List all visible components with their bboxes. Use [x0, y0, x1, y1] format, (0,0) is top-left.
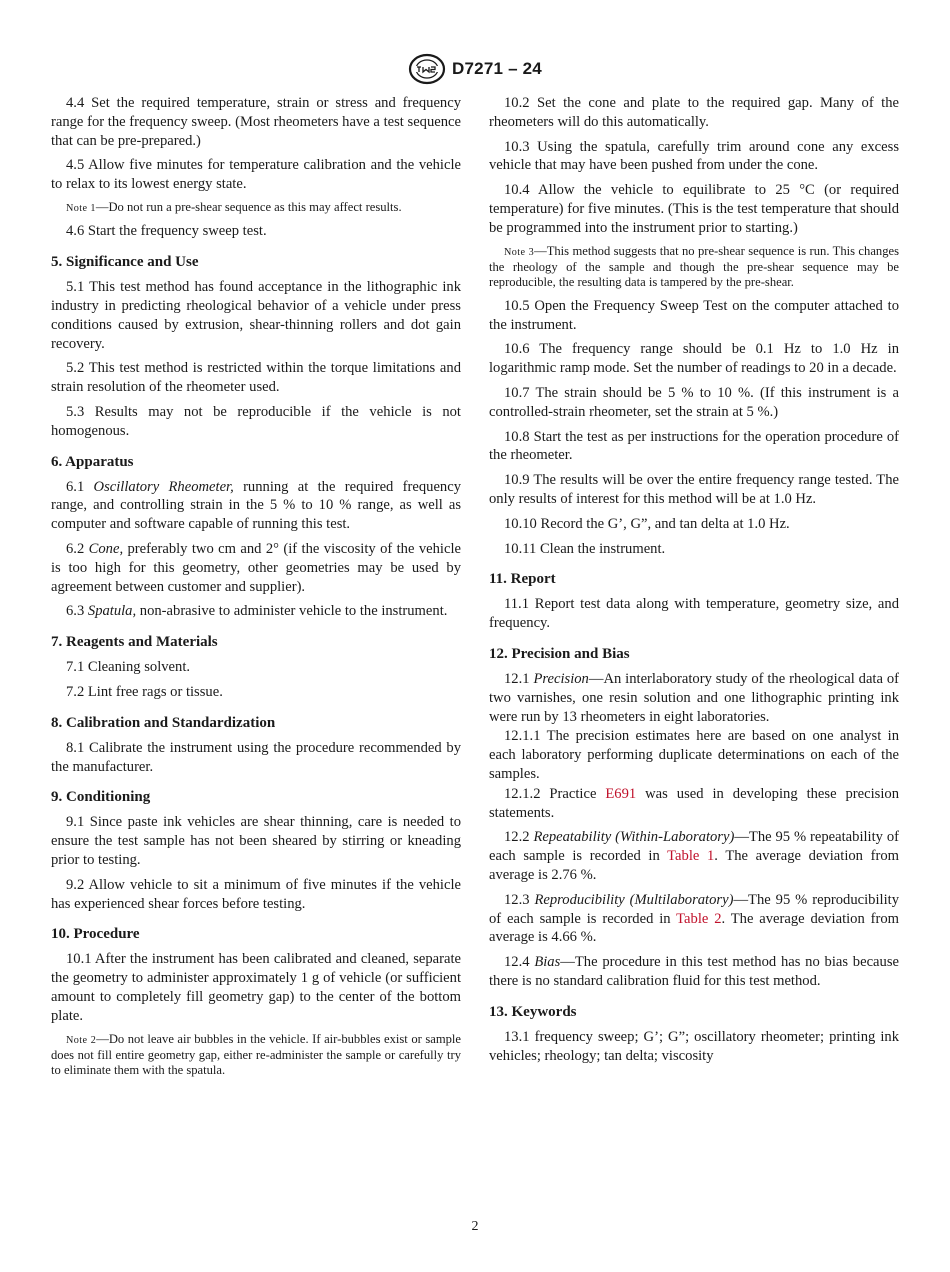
note-text: —Do not leave air bubbles in the vehicle. If air-bubbles exist or sample does not fill entire geometry gap, either re-administer the sample or carefully try to eliminate them with the spatula.	[51, 1031, 462, 1078]
paragraph-10-10: 10.10 Record the G’, G”, and tan delta at 1.0 Hz.	[504, 515, 790, 532]
paragraph-5-2: 5.2 This test method is restricted within the torque limitations and strain resolution of the rheometer used.	[51, 360, 461, 396]
paragraph-text: non-abrasive to administer vehicle to the instrument.	[136, 603, 448, 620]
section-heading-12: 12. Precision and Bias	[489, 645, 630, 662]
paragraph-text: . The average deviation from average is 4.66 %.	[489, 910, 899, 946]
astm-logo-icon	[408, 53, 446, 85]
paragraph-number: 12.1	[504, 670, 534, 687]
page-number: 2	[471, 1219, 479, 1234]
paragraph-9-2: 9.2 Allow vehicle to sit a minimum of five minutes if the vehicle has experienced shear forces before testing.	[51, 876, 461, 912]
paragraph-12-1-2	[489, 785, 899, 823]
paragraph-10-11: 10.11 Clean the instrument.	[504, 540, 666, 557]
paragraph-text: —The 95 % repeatability of each sample is recorded in	[489, 829, 900, 865]
paragraph-text: —The procedure in this test method has no bias because there is no standard calibration fluid for this test method.	[489, 954, 899, 989]
paragraph-10-3: 10.3 Using the spatula, carefully trim around cone any excess vehicle that may have been pushed from under the cone.	[489, 138, 899, 174]
paragraph-7-1: 7.1 Cleaning solvent.	[66, 659, 191, 676]
paragraph-13-1: 13.1 frequency sweep; G’; G”; oscillatory rheometer; printing ink vehicles; rheology; tan delta; viscosity	[489, 1028, 899, 1064]
paragraph-10-6: 10.6 The frequency range should be 0.1 Hz to 1.0 Hz in logarithmic ramp mode. Set the number of readings to 20 in a decade.	[489, 341, 899, 377]
left-column	[51, 94, 461, 1085]
paragraph-10-4: 10.4 Allow the vehicle to equilibrate to 25 °C (or required temperature) for five minutes. (This is the test temperature that should be programmed into the instrument prior to starting.)	[489, 182, 899, 236]
term: Precision	[533, 670, 589, 687]
term: Bias	[534, 954, 561, 971]
paragraph-text: 12.1.2 Practice	[504, 785, 606, 802]
term: Cone,	[88, 540, 124, 557]
paragraph-text: . The average deviation from average is 2.76 %.	[489, 848, 899, 883]
note-2	[51, 1032, 461, 1079]
paragraph-10-8: 10.8 Start the test as per instructions for the operation procedure of the rheometer.	[489, 428, 899, 464]
term: Spatula,	[87, 603, 137, 620]
paragraph-5-3: 5.3 Results may not be reproducible if the vehicle is not homogenous.	[51, 403, 461, 439]
paragraph-6-2	[51, 540, 461, 596]
paragraph-12-3	[489, 891, 899, 947]
paragraph-5-1: 5.1 This test method has found acceptance in the lithographic ink industry in predicting rheological behavior of a vehicle under press conditions caused by extrusion, shear-thinning rollers and dot gain recovery.	[51, 279, 461, 352]
paragraph-12-1	[489, 670, 899, 726]
paragraph-number: 12.4	[504, 954, 535, 971]
right-column	[489, 94, 899, 1071]
paragraph-4-5: 4.5 Allow five minutes for temperature calibration and the vehicle to relax to its lowest energy state.	[51, 157, 461, 193]
note-text: —This method suggests that no pre-shear sequence is run. This changes the rheology of the sample and though the pre-shear sequence may be reproducible, the resulting data is tampered by the pre-shear.	[489, 243, 899, 290]
paragraph-text: running at the required frequency range, and controlling strain in the 5 % to 10 % range, as well as computer and software capable of running this test.	[51, 478, 461, 533]
reference-link-table-2[interactable]: Table 2	[676, 910, 722, 927]
section-heading-8: 8. Calibration and Standardization	[51, 714, 276, 731]
paragraph-number: 6.2	[66, 540, 89, 557]
paragraph-text: —The 95 % reproducibility of each sample is recorded in	[489, 891, 899, 927]
paragraph-11-1: 11.1 Report test data along with temperature, geometry size, and frequency.	[489, 596, 899, 632]
section-heading-6: 6. Apparatus	[51, 453, 134, 470]
note-label: Note 1	[66, 202, 96, 214]
reference-link-e691[interactable]: E691	[605, 785, 637, 802]
paragraph-text: —An interlaboratory study of the rheological data of two varnishes, one resin solution and one lithographic printing ink were run by 13 rheometers in eight laboratories.	[489, 670, 900, 725]
paragraph-10-1: 10.1 After the instrument has been calibrated and cleaned, separate the geometry to administer approximately 1 g of vehicle (or sufficient amount to completely fill geometry gap) to the center of the bottom plate.	[51, 951, 461, 1024]
paragraph-10-2: 10.2 Set the cone and plate to the required gap. Many of the rheometers will do this automatically.	[489, 95, 899, 130]
paragraph-4-4: 4.4 Set the required temperature, strain or stress and frequency range for the frequency sweep. (Most rheometers have a test sequence that can be pre-prepared.)	[51, 95, 461, 149]
note-label: Note 3	[504, 246, 535, 258]
paragraph-text: preferably two cm and 2° (if the viscosity of the vehicle is too high for this geometry, other geometries may be used by agreement between customer and supplier).	[51, 540, 461, 595]
term: Reproducibility (Multilaboratory)	[534, 891, 734, 908]
page-header	[0, 52, 950, 86]
paragraph-10-5: 10.5 Open the Frequency Sweep Test on the computer attached to the instrument.	[489, 297, 899, 333]
document-designation: D7271 – 24	[452, 59, 542, 78]
paragraph-number: 6.3	[66, 603, 88, 620]
term: Oscillatory Rheometer,	[93, 478, 234, 495]
paragraph-8-1: 8.1 Calibrate the instrument using the procedure recommended by the manufacturer.	[51, 739, 461, 775]
paragraph-12-4	[489, 953, 899, 991]
paragraph-12-1-1: 12.1.1 The precision estimates here are based on one analyst in each laboratory performing duplicate determinations on each of the samples.	[489, 728, 899, 782]
paragraph-10-7: 10.7 The strain should be 5 % to 10 %. (If this instrument is a controlled-strain rheometer, set the strain at 5 %.)	[489, 384, 899, 420]
section-heading-7: 7. Reagents and Materials	[51, 634, 218, 651]
paragraph-6-3	[51, 602, 461, 621]
note-text: —Do not run a pre-shear sequence as this may affect results.	[95, 199, 402, 214]
section-heading-9: 9. Conditioning	[51, 789, 151, 806]
paragraph-number: 12.2	[504, 829, 534, 846]
note-label: Note 2	[66, 1034, 97, 1046]
paragraph-12-2	[489, 828, 899, 884]
section-heading-13: 13. Keywords	[489, 1003, 577, 1020]
section-heading-5: 5. Significance and Use	[51, 254, 199, 271]
paragraph-number: 12.3	[504, 891, 535, 908]
paragraph-7-2: 7.2 Lint free rags or tissue.	[66, 683, 223, 700]
term: Repeatability (Within-Laboratory)	[533, 829, 735, 846]
paragraph-10-9: 10.9 The results will be over the entire frequency range tested. The only results of interest for this method will be at 1.0 Hz.	[489, 472, 899, 507]
paragraph-4-6: 4.6 Start the frequency sweep test.	[66, 223, 267, 240]
paragraph-text: was used in developing these precision statements.	[489, 785, 899, 821]
paragraph-number: 6.1	[66, 478, 94, 495]
note-1	[51, 200, 461, 216]
paragraph-9-1: 9.1 Since paste ink vehicles are shear thinning, care is needed to ensure the test sample has not been sheared by stirring or kneading prior to testing.	[51, 814, 461, 868]
note-3	[489, 244, 899, 291]
section-heading-10: 10. Procedure	[51, 926, 140, 943]
reference-link-table-1[interactable]: Table 1	[667, 848, 715, 865]
section-heading-11: 11. Report	[489, 571, 556, 588]
paragraph-6-1	[51, 478, 461, 534]
